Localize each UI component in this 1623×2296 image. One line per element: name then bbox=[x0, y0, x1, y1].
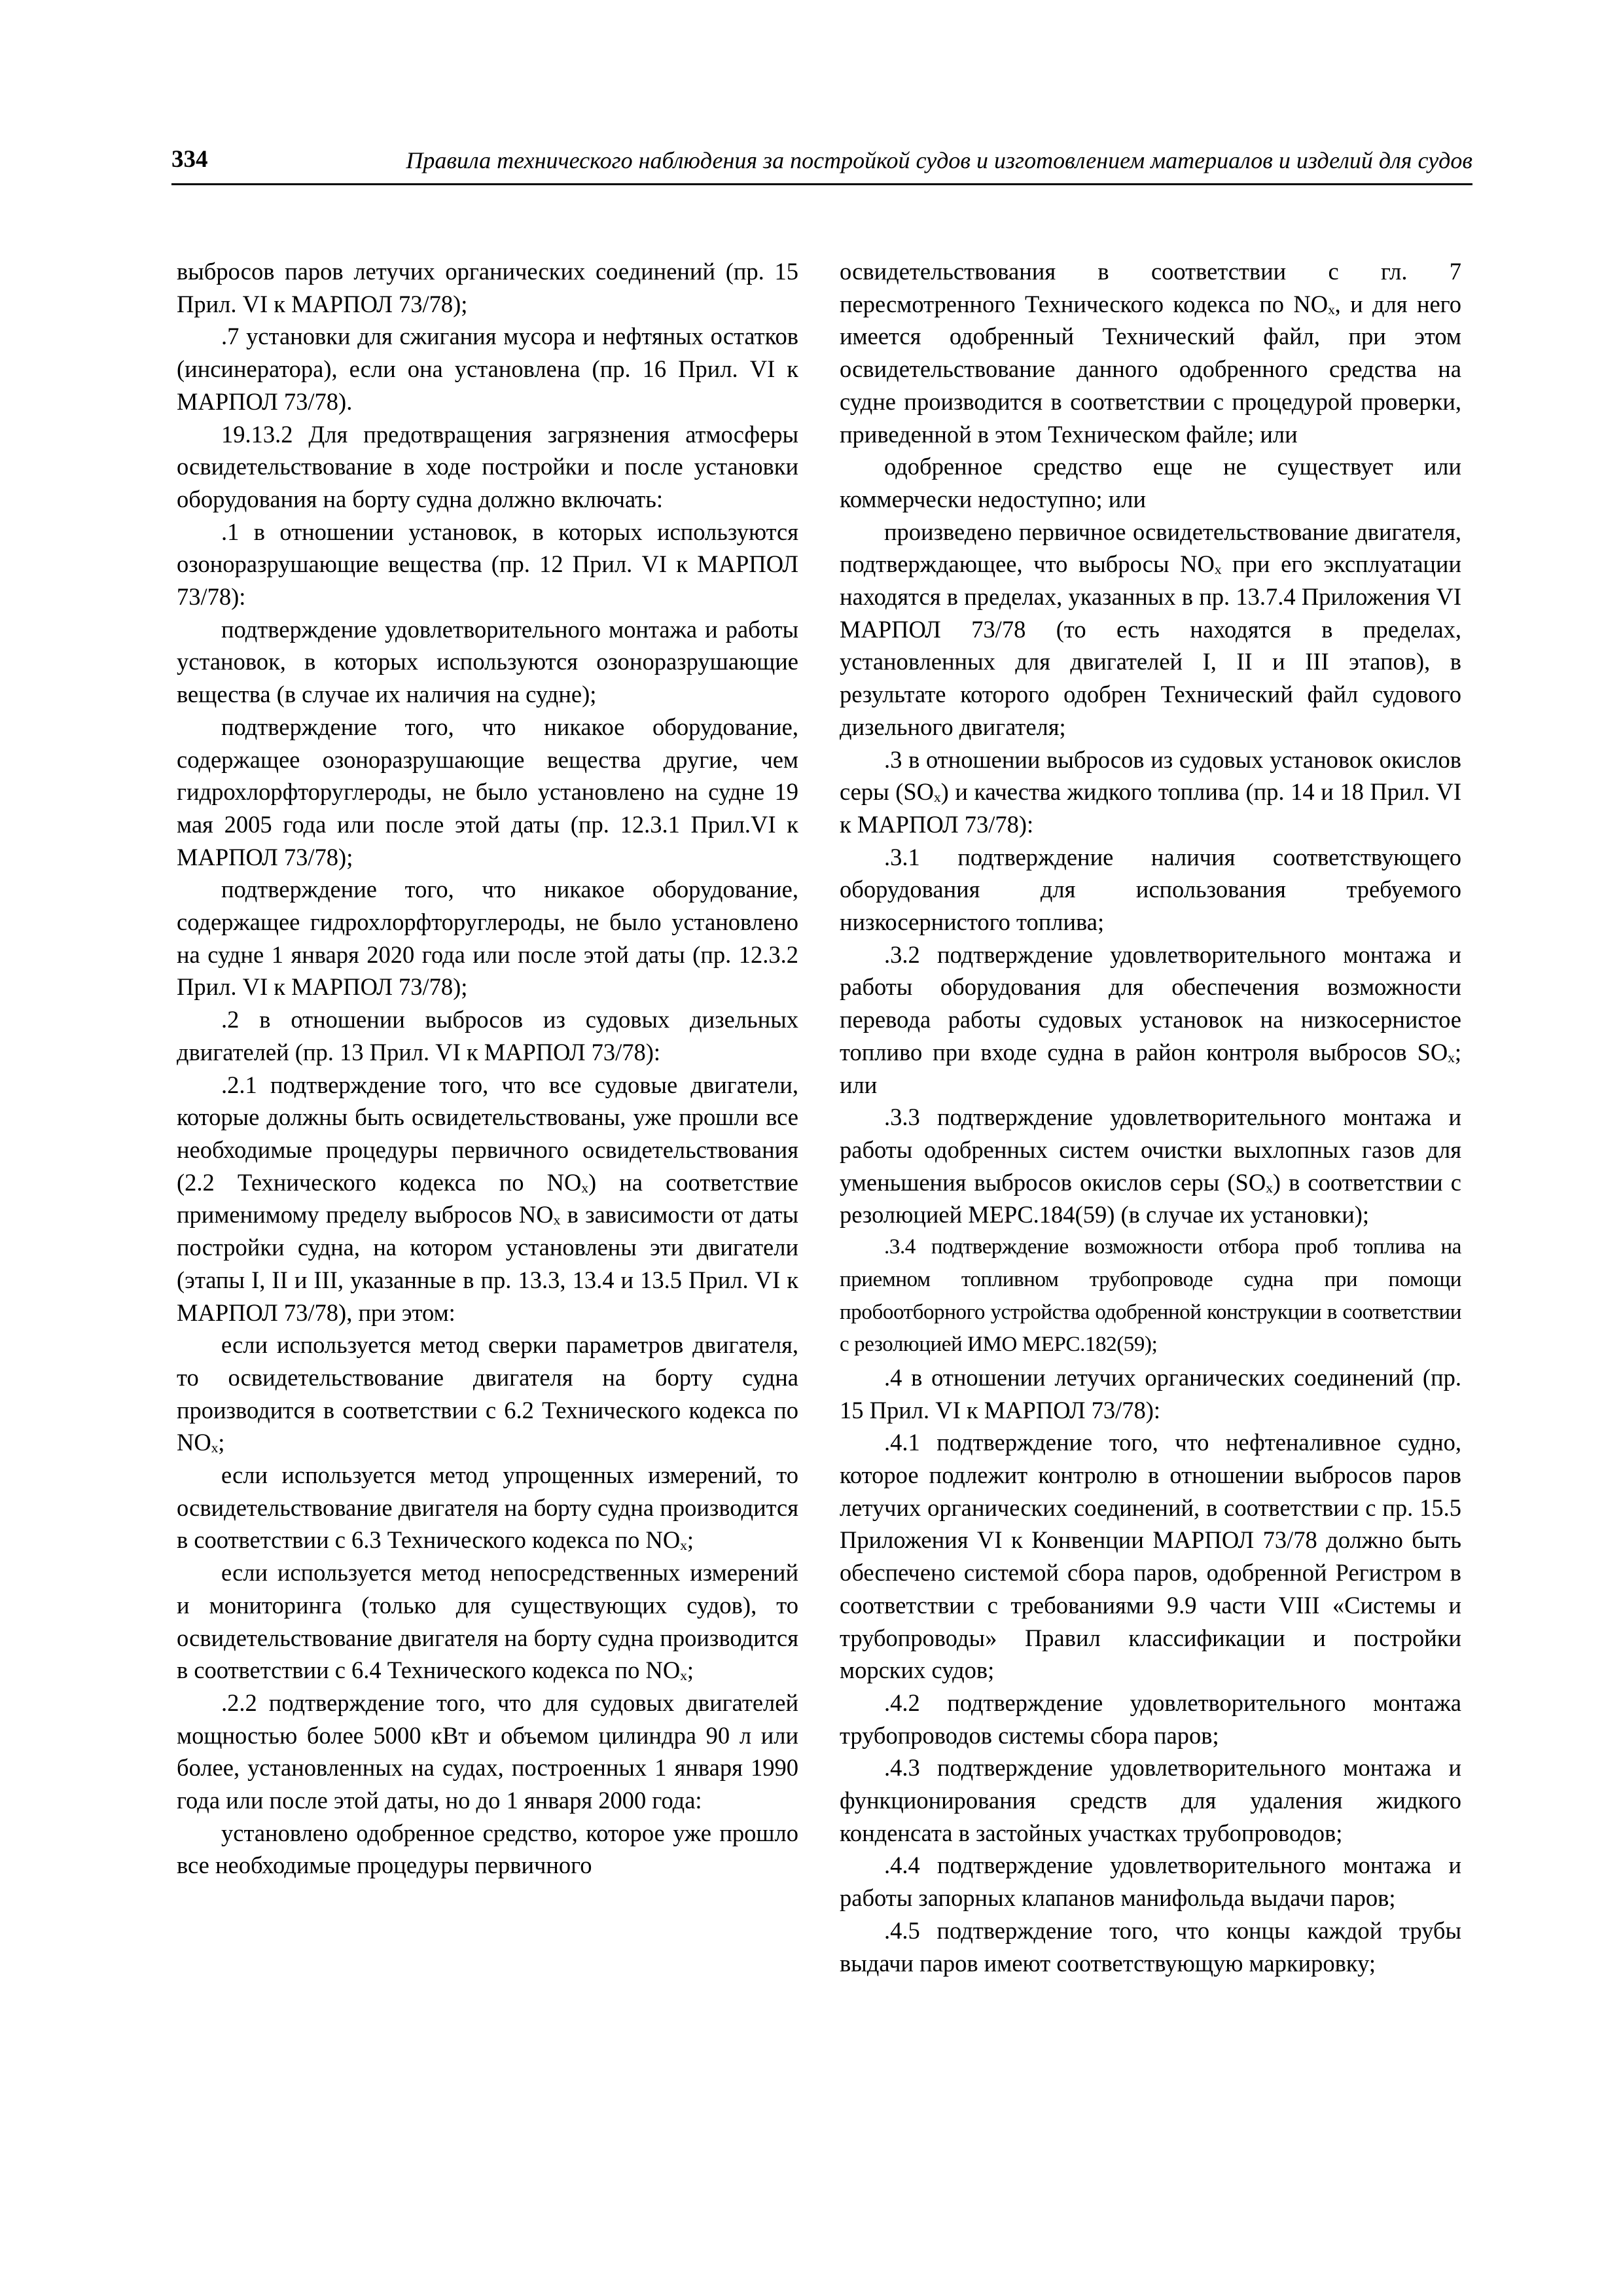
paragraph: подтверждение того, что никакое оборудование, содержащее озоноразрушающие вещества другие, чем гидрохлорфторуглероды, не было установлено на судне 19 мая 2005 года или после этой даты (пр. 12.3.1 Прил.VI к МАРПОЛ 73/78); bbox=[177, 713, 798, 870]
left-column bbox=[177, 255, 798, 1882]
paragraph: произведено первичное освидетельствование двигателя, подтверждающее, что выбросы NOₓ при его эксплуатации находятся в пределах, указанных в пр. 13.7.4 Приложения VI МАРПОЛ 73/78 (то есть находятся в пределах, установленных для двигателей I, II и III этапов), в результате которого одобрен Технический файл судового дизельного двигателя; bbox=[840, 518, 1461, 740]
paragraph: .4.2 подтверждение удовлетворительного монтажа трубопроводов системы сбора паров; bbox=[840, 1689, 1461, 1749]
paragraph: .4.5 подтверждение того, что концы каждой трубы выдачи паров имеют соответствующую маркировку; bbox=[840, 1916, 1461, 1977]
paragraph: .4.1 подтверждение того, что нефтеналивное судно, которое подлежит контролю в отношении выбросов паров летучих органических соединений, в соответствии с пр. 15.5 Приложения VI к Конвенции МАРПОЛ 73/78 должно быть обеспечено системой сбора паров, одобренной Регистром в соответствии с требованиями 9.9 части VIII «Системы и трубопроводы» Правил классификации и постройки морских судов; bbox=[840, 1429, 1461, 1684]
paragraph: .3.3 подтверждение удовлетворительного монтажа и работы одобренных систем очистки выхлопных газов для уменьшения выбросов окислов серы (SOₓ) в соответствии с резолюцией MEPC.184(59) (в случае их установки); bbox=[840, 1103, 1461, 1229]
page-number: 334 bbox=[171, 146, 208, 173]
paragraph: .3.2 подтверждение удовлетворительного монтажа и работы оборудования для обеспечения возможности перевода работы судовых установок на низкосернистое топливо при входе судна в район контроля выбросов SOₓ; или bbox=[840, 941, 1461, 1098]
paragraph: .1 в отношении установок, в которых используются озоноразрушающие вещества (пр. 12 Прил. VI к МАРПОЛ 73/78): bbox=[177, 518, 798, 611]
paragraph: .3.4 подтверждение возможности отбора проб топлива на приемном топливном трубопроводе судна при помощи пробоотборного устройства одобренной конструкции в соответствии с резолюцией ИМО MEPC.182(59); bbox=[840, 1235, 1461, 1357]
paragraph: .3 в отношении выбросов из судовых установок окислов серы (SOₓ) и качества жидкого топлива (пр. 14 и 18 Прил. VI к МАРПОЛ 73/78): bbox=[840, 745, 1461, 838]
paragraph: .4 в отношении летучих органических соединений (пр. 15 Прил. VI к МАРПОЛ 73/78): bbox=[840, 1363, 1461, 1424]
paragraph: если используется метод упрощенных измерений, то освидетельствование двигателя на борту судна производится в соответствии с 6.3 Технического кодекса по NOₓ; bbox=[177, 1462, 798, 1554]
paragraph: выбросов паров летучих органических соединений (пр. 15 Прил. VI к МАРПОЛ 73/78); bbox=[177, 258, 798, 317]
paragraph: 19.13.2 Для предотвращения загрязнения атмосферы освидетельствование в ходе постройки и после установки оборудования на борту судна должно включать: bbox=[177, 420, 798, 512]
paragraph: подтверждение того, что никакое оборудование, содержащее гидрохлорфторуглероды, не было установлено на судне 1 января 2020 года или после этой даты (пр. 12.3.2 Прил. VI к МАРПОЛ 73/78); bbox=[177, 876, 798, 1001]
paragraph: установлено одобренное средство, которое уже прошло все необходимые процедуры первичного bbox=[177, 1819, 798, 1879]
paragraph: если используется метод сверки параметров двигателя, то освидетельствование двигателя на борту судна производится в соответствии с 6.2 Технического кодекса по NOₓ; bbox=[177, 1331, 798, 1456]
paragraph: .2.2 подтверждение того, что для судовых двигателей мощностью более 5000 кВт и объемом цилиндра 90 л или более, установленных на судах, построенных 1 января 1990 года или после этой даты, но до 1 января 2000 года: bbox=[177, 1689, 798, 1814]
paragraph: .4.3 подтверждение удовлетворительного монтажа и функционирования средств для удаления жидкого конденсата в застойных участках трубопроводов; bbox=[840, 1754, 1461, 1846]
paragraph: если используется метод непосредственных измерений и мониторинга (только для существующих судов), то освидетельствование двигателя на борту судна производится в соответствии с 6.4 Технического кодекса по NOₓ; bbox=[177, 1559, 798, 1684]
paragraph: .7 установки для сжигания мусора и нефтяных остатков (инсинератора), если она установлена (пр. 16 Прил. VI к МАРПОЛ 73/78). bbox=[177, 323, 798, 415]
paragraph: .2.1 подтверждение того, что все судовые двигатели, которые должны быть освидетельствованы, уже прошли все необходимые процедуры первичного освидетельствования (2.2 Технического кодекса по NOₓ) на соответствие применимому пределу выбросов NOₓ в зависимости от даты постройки судна, на котором установлены эти двигатели (этапы I, II и III, указанные в пр. 13.3, 13.4 и 13.5 Прил. VI к МАРПОЛ 73/78), при этом: bbox=[177, 1071, 798, 1326]
right-column bbox=[840, 255, 1461, 1979]
running-title: Правила технического наблюдения за постройкой судов и изготовлением материалов и изделий для судов bbox=[406, 147, 1472, 173]
paragraph: освидетельствования в соответствии с гл. 7 пересмотренного Технического кодекса по NOₓ, и для него имеется одобренный Технический файл, при этом освидетельствование данного одобренного средства на судне производится в соответствии с процедурой проверки, приведенной в этом Техническом файле; или bbox=[840, 258, 1461, 448]
paragraph: .3.1 подтверждение наличия соответствующего оборудования для использования требуемого низкосернистого топлива; bbox=[840, 843, 1461, 936]
paragraph: .4.4 подтверждение удовлетворительного монтажа и работы запорных клапанов манифольда выдачи паров; bbox=[840, 1852, 1461, 1912]
paragraph: одобренное средство еще не существует или коммерчески недоступно; или bbox=[840, 453, 1461, 512]
paragraph: подтверждение удовлетворительного монтажа и работы установок, в которых используются озоноразрушающие вещества (в случае их наличия на судне); bbox=[177, 615, 798, 708]
paragraph: .2 в отношении выбросов из судовых дизельных двигателей (пр. 13 Прил. VI к МАРПОЛ 73/78): bbox=[177, 1006, 798, 1066]
page-header bbox=[171, 144, 1472, 185]
